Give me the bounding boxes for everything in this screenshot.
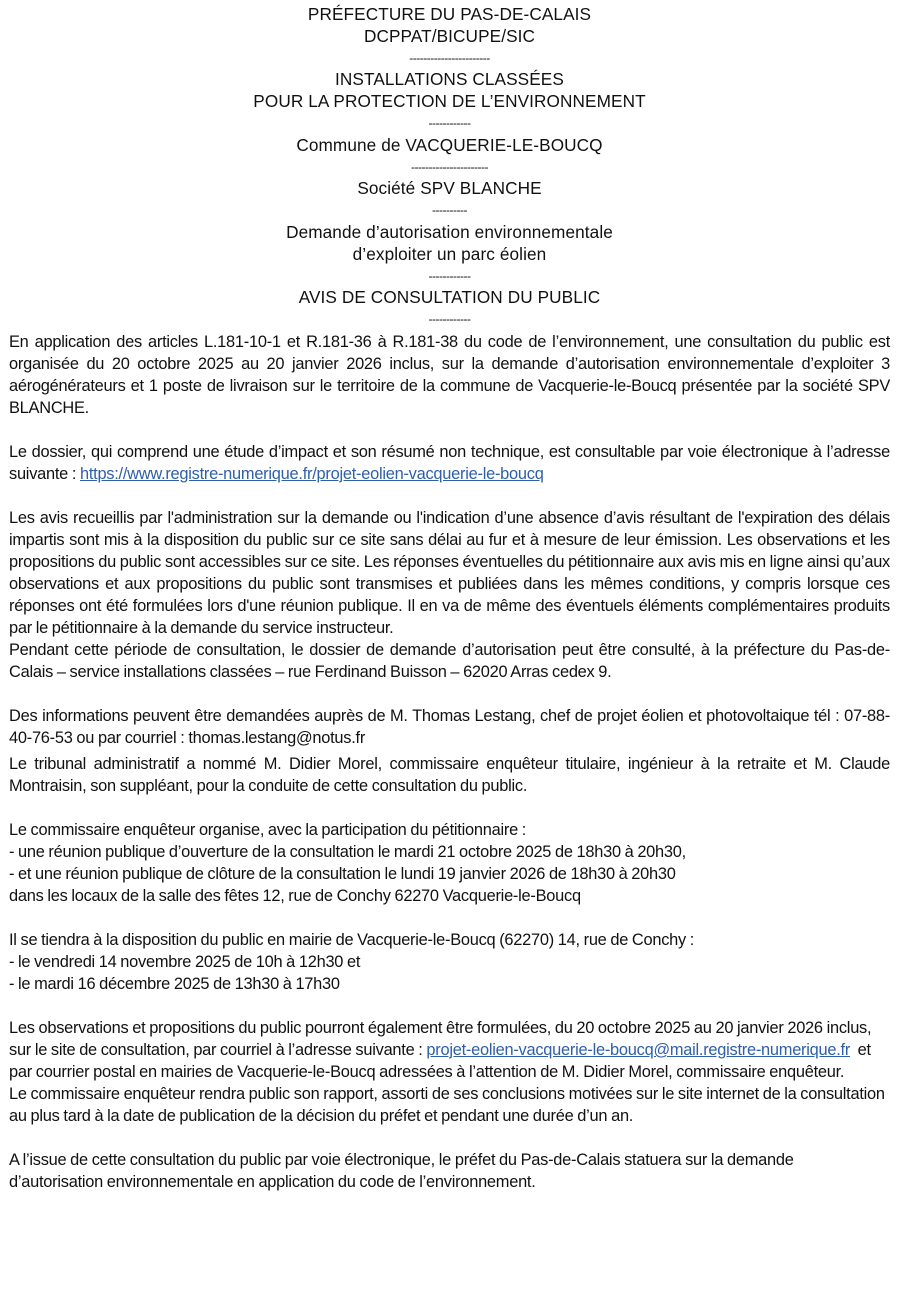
spacer	[9, 683, 890, 705]
observations-text: Les observations et propositions du public pourront également être formulées, du 20 octobre 2025 au 20 janvier 2026 inclus, sur le site de consultation, par courriel à l’adresse suivante :	[9, 1018, 872, 1059]
notice-title: AVIS DE CONSULTATION DU PUBLIC	[298, 287, 601, 308]
meeting-opening: - une réunion publique d’ouverture de la consultation le mardi 21 octobre 2025 de 18h30 à 20h30,	[9, 842, 686, 861]
registre-email-link[interactable]: projet-eolien-vacquerie-le-boucq@mail.registre-numerique.fr	[426, 1040, 851, 1059]
separator: ------------	[428, 268, 471, 283]
paragraph-dossier	[9, 441, 890, 485]
separator: ----------	[432, 203, 467, 218]
paragraph-avis: Les avis recueillis par l'administration sur la demande ou l'indication d’une absence d’avis résultant de l'expiration des délais impartis sont mis à la disposition du public sur ce site sans délai au fur et à mesure de leur émission. Les observations et les propositions du public sont accessibles sur ce site. Les réponses éventuelles du pétitionnaire aux avis mis en ligne ainsi qu’aux observations et aux propositions du public sont transmises et publiées dans les mêmes conditions, y compris lorsque ces réponses ont été formulées lors d'une réunion publique. Il en va de même des éventuels éléments complémentaires produits par le pétitionnaire à la demande du service instructeur.	[9, 508, 890, 637]
registre-numerique-link[interactable]: https://www.registre-numerique.fr/projet-eolien-vacquerie-le-boucq	[79, 464, 544, 483]
paragraph-consultation-location: Pendant cette période de consultation, le dossier de demande d’autorisation peut être consulté, à la préfecture du Pas-de-Calais – service installations classées – rue Ferdinand Buisson – 62020 Arras cedex 9.	[9, 640, 890, 681]
separator: ------------	[428, 312, 471, 327]
meetings-intro: Le commissaire enquêteur organise, avec la participation du pétitionnaire :	[9, 820, 527, 839]
meeting-closing: - et une réunion publique de clôture de la consultation le lundi 19 janvier 2026 de 18h30 à 20h30	[9, 864, 676, 883]
spacer	[9, 419, 890, 441]
permanence-november: - le vendredi 14 novembre 2025 de 10h à 12h30 et	[9, 952, 361, 971]
notice-header	[9, 4, 890, 331]
paragraph-report: Le commissaire enquêteur rendra public son rapport, assorti de ses conclusions motivées sur le site internet de la consultation au plus tard à la date de publication de la décision du préfet et pendant une durée d’un an.	[9, 1084, 885, 1125]
section-subtitle: POUR LA PROTECTION DE L’ENVIRONNEMENT	[253, 91, 646, 112]
spacer	[9, 485, 890, 507]
paragraph-conclusion: A l’issue de cette consultation du public par voie électronique, le préfet du Pas-de-Calais statuera sur la demande d’autorisation environnementale en application du code de l’environnement.	[9, 1150, 794, 1191]
spacer	[9, 797, 890, 819]
section-title: INSTALLATIONS CLASSÉES	[335, 69, 564, 90]
paragraph-commissaire: Le tribunal administratif a nommé M. Didier Morel, commissaire enquêteur titulaire, ingénieur à la retraite et M. Claude Montraisin, son suppléant, pour la conduite de cette consultation du public.	[9, 754, 890, 795]
request-title: Demande d’autorisation environnementale	[286, 221, 613, 242]
commune-name: Commune de VACQUERIE-LE-BOUCQ	[296, 134, 603, 155]
separator: ----------------------	[411, 159, 488, 174]
paragraph-application: En application des articles L.181-10-1 et R.181-36 à R.181-38 du code de l’environnement, une consultation du public est organisée du 20 octobre 2025 au 20 janvier 2026 inclus, sur la demande d’autorisation environnementale d’exploiter 3 aérogénérateurs et 1 poste de livraison sur le territoire de la commune de Vacquerie-le-Boucq présentée par la société SPV BLANCHE.	[9, 332, 890, 417]
permanence-december: - le mardi 16 décembre 2025 de 13h30 à 17h30	[9, 974, 340, 993]
paragraph-contact: Des informations peuvent être demandées auprès de M. Thomas Lestang, chef de projet éolien et photovoltaique tél : 07-88-40-76-53 ou par courriel : thomas.lestang@notus.fr	[9, 706, 890, 747]
company-name: Société SPV BLANCHE	[357, 178, 542, 199]
separator: ------------	[428, 115, 471, 130]
permanences-section	[9, 929, 890, 995]
prefecture-title: PRÉFECTURE DU PAS-DE-CALAIS	[307, 4, 592, 24]
separator: -----------------------	[409, 50, 490, 65]
notice-body	[9, 331, 890, 1193]
meetings-location: dans les locaux de la salle des fêtes 12, rue de Conchy 62270 Vacquerie-le-Boucq	[9, 886, 581, 905]
meetings-section	[9, 819, 890, 907]
department-code: DCPPAT/BICUPE/SIC	[363, 25, 536, 46]
spacer	[9, 907, 890, 929]
observations-text-continued: et par courrier postal en mairies de Vacquerie-le-Boucq adressées à l’attention de M. Didier Morel, commissaire enquêteur.	[9, 1040, 875, 1081]
paragraph-observations	[9, 1017, 890, 1083]
dossier-text: Le dossier, qui comprend une étude d’impact et son résumé non technique, est consultable par voie électronique à l’adresse suivante :	[9, 442, 890, 483]
request-subtitle: d’exploiter un parc éolien	[352, 243, 547, 264]
spacer	[9, 1127, 890, 1149]
spacer	[9, 995, 890, 1017]
permanences-intro: Il se tiendra à la disposition du public en mairie de Vacquerie-le-Boucq (62270) 14, rue de Conchy :	[9, 930, 695, 949]
